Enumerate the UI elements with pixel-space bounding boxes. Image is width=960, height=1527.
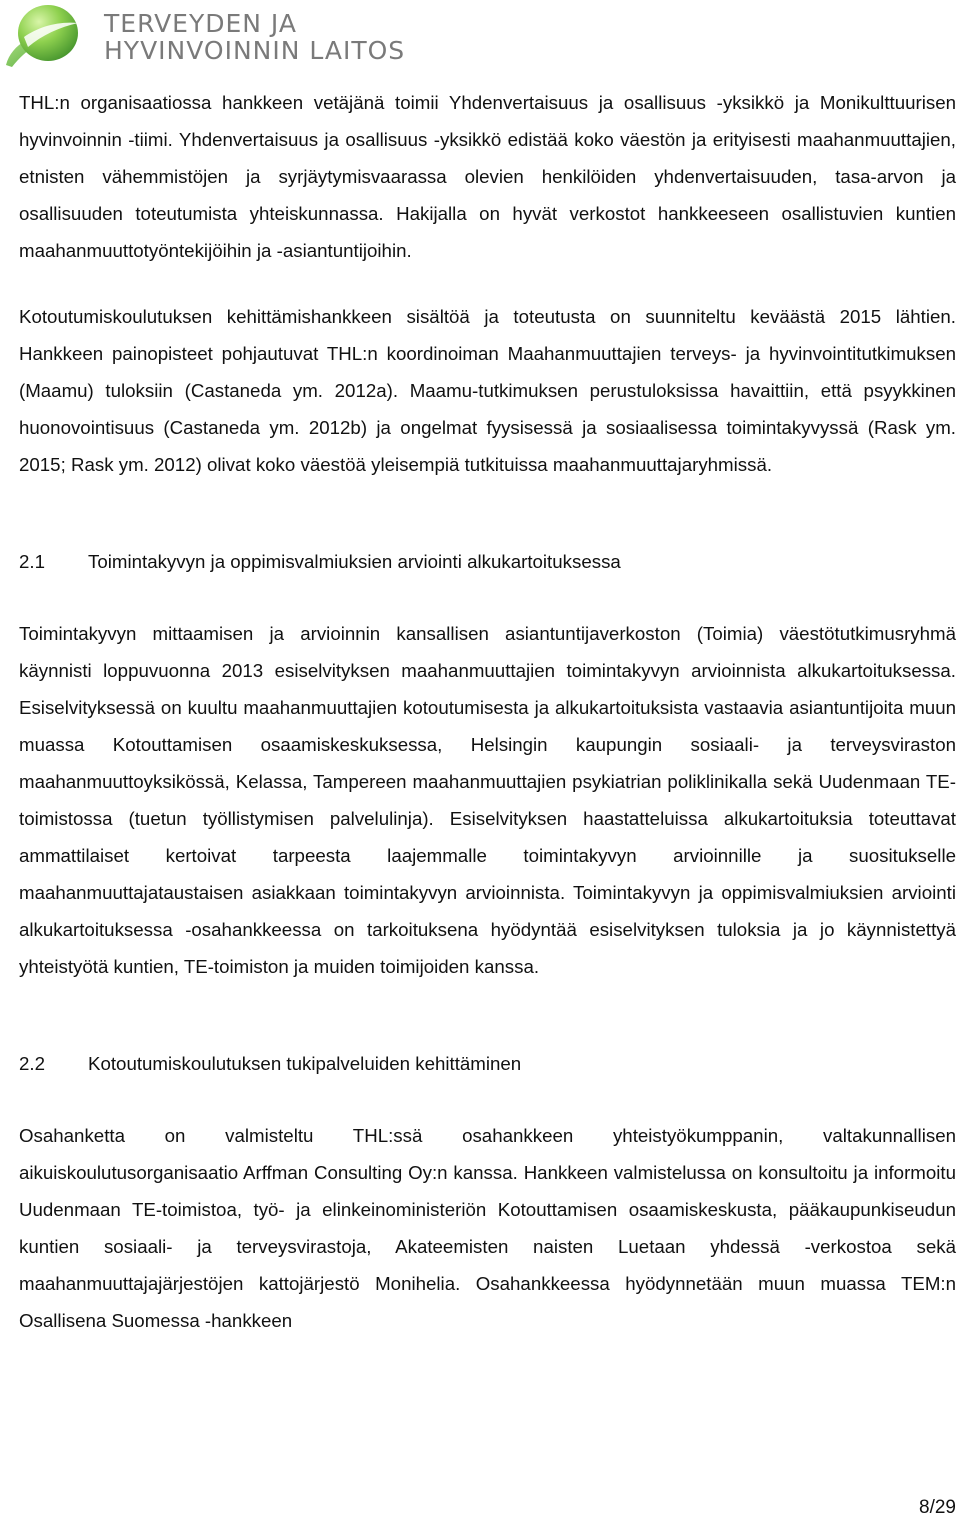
logo-wordmark — [104, 10, 405, 64]
section-number: 2.2 — [19, 1053, 45, 1074]
section-heading-2-1 — [19, 543, 956, 580]
document-body — [19, 84, 956, 1339]
paragraph-toimintakyky: Toimintakyvyn mittaamisen ja arvioinnin kansallisen asiantuntijaverkoston (Toimia) väestötutkimusryhmä käynnisti loppuvuonna 2013 esiselvityksen maahanmuuttajien toimintakyvyn arvioinnista alkukartoituksessa. Esiselvityksessä on kuultu maahanmuuttajien kotoutumisesta ja alkukartoituksista vastaavia asiantuntijoita muun muassa Kotouttamisen osaamiskeskuksessa, Helsingin kaupungin sosiaali- ja terveysviraston maahanmuuttoyksikössä, Kelassa, Tampereen maahanmuuttajien psykiatrian poliklinikalla sekä Uudenmaan TE-toimistossa (tuetun työllistymisen palvelulinja). Esiselvityksen haastatteluissa alkukartoituksia toteuttavat ammattilaiset kertoivat tarpeesta laajemmalle toimintakyvyn arvioinnille ja suositukselle maahanmuuttajataustaisen asiakkaan toimintakyvyn arvioinnista. Toimintakyvyn ja oppimisvalmiuksien arviointi alkukartoituksessa -osahankkeessa on tarkoituksena hyödyntää esiselvityksen tuloksia ja jo käynnistettyä yhteistyötä kuntien, TE-toimiston ja muiden toimijoiden kanssa. — [19, 623, 956, 977]
thl-leaf-logo-icon — [4, 3, 88, 67]
logo-line-1: TERVEYDEN JA — [104, 9, 297, 38]
page-number: 8/29 — [919, 1497, 956, 1518]
section-heading-2-2 — [19, 1045, 956, 1082]
section-title: Kotoutumiskoulutuksen tukipalveluiden kehittäminen — [88, 1053, 522, 1074]
paragraph-background: Kotoutumiskoulutuksen kehittämishankkeen sisältöä ja toteutusta on suunniteltu keväästä 2015 lähtien. Hankkeen painopisteet pohjautuvat THL:n koordinoiman Maahanmuuttajien terveys- ja hyvinvointitutkimuksen (Maamu) tuloksiin (Castaneda ym. 2012a). Maamu-tutkimuksen perustuloksissa havaittiin, että psyykkinen huonovointisuus (Castaneda ym. 2012b) ja ongelmat fyysisessä ja sosiaalisessa toimintakyvyssä (Rask ym. 2015; Rask ym. 2012) olivat koko väestöä yleisempiä tutkituissa maahanmuuttajaryhmissä. — [19, 306, 956, 475]
paragraph-osahanke: Osahanketta on valmisteltu THL:ssä osahankkeen yhteistyökumppanin, valtakunnallisen aikuiskoulutusorganisaatio Arffman Consulting Oy:n kanssa. Hankkeen valmistelussa on konsultoitu ja informoitu Uudenmaan TE-toimistoa, työ- ja elinkeinoministeriön Kotouttamisen osaamiskeskusta, pääkaupunkiseudun kuntien sosiaali- ja terveysvirastoja, Akateemisten naisten Luetaan yhdessä -verkostoa sekä maahanmuuttajajärjestöjen kattojärjestö Monihelia. Osahankkeessa hyödynnetään muun muassa TEM:n Osallisena Suomessa -hankkeen — [19, 1125, 956, 1331]
section-number: 2.1 — [19, 551, 45, 572]
paragraph-organisation: THL:n organisaatiossa hankkeen vetäjänä toimii Yhdenvertaisuus ja osallisuus -yksikkö ja Monikulttuurisen hyvinvoinnin -tiimi. Yhdenvertaisuus ja osallisuus -yksikkö edistää koko väestön ja erityisesti maahanmuuttajien, etnisten vähemmistöjen ja syrjäytymisvaarassa olevien henkilöiden yhdenvertaisuuden, tasa-arvon ja osallisuuden toteutumista yhteiskunnassa. Hakijalla on hyvät verkostot hankkeeseen osallistuvien kuntien maahanmuuttotyöntekijöihin ja -asiantuntijoihin. — [19, 92, 956, 261]
page-header — [4, 2, 405, 68]
section-title: Toimintakyvyn ja oppimisvalmiuksien arviointi alkukartoituksessa — [88, 551, 621, 572]
logo-line-2: HYVINVOINNIN LAITOS — [104, 36, 406, 65]
